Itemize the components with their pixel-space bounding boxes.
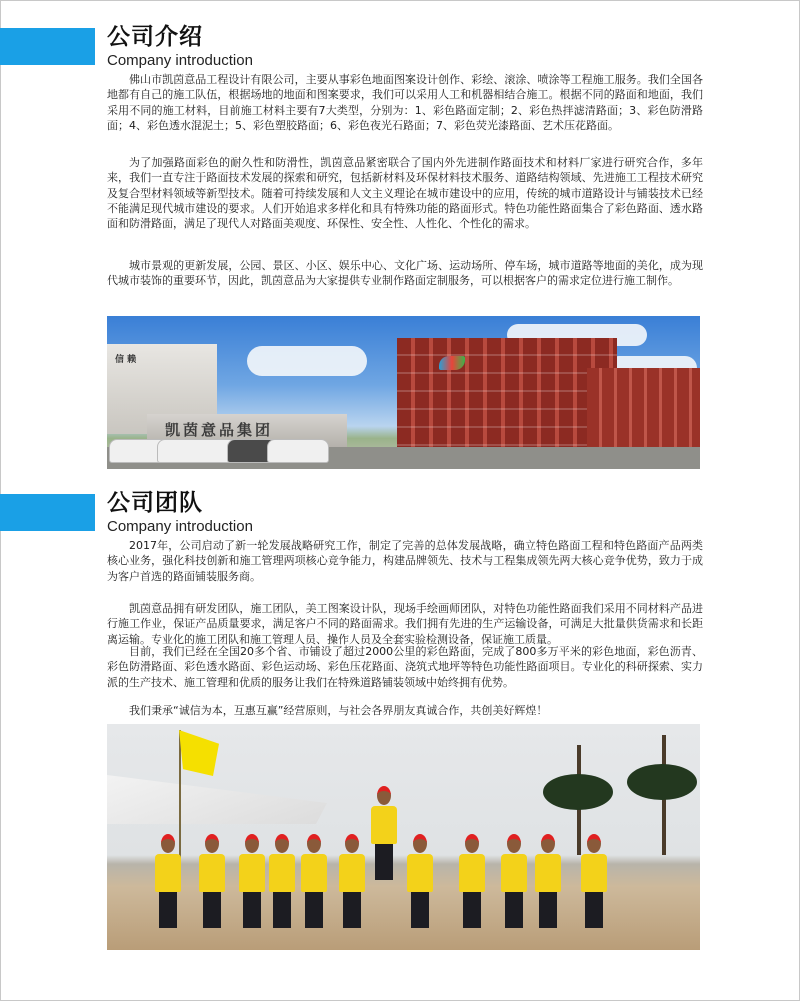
palm-fronds	[543, 774, 613, 810]
section-header-intro	[0, 18, 800, 78]
car	[267, 439, 329, 463]
intro-paragraph-2: 为了加强路面彩色的耐久性和防滑性，凯茵意品紧密联合了国内外先进制作路面技术和材料厂家进行研究合作，多年来，我们一直专注于路面技术发展的探索和研究，包括新材料及环保材料技术服务、道路结构领域、先进施工工程技术研究及复合型材料领域等新型技术。随着可持续发展和人文主义理论在城市建设中的应用，传统的城市道路设计与铺装技术已经不能满足现代城市建设的要求。人们开始追求多样化和具有特殊功能的路面形式。特色功能性路面集合了彩色路面、透水路面和防滑路面，满足了现代人对路面美观度、环保性、安全性、人性化、个性化的需求。	[107, 156, 703, 231]
warehouse-sign: 信 赖	[115, 355, 137, 365]
company-logo-mark	[439, 356, 465, 370]
canopy-tent	[107, 754, 327, 824]
team-paragraph-4: 我们秉承“诚信为本，互惠互赢”经营原则，与社会各界朋友真诚合作，共创美好辉煌！	[129, 704, 548, 717]
team-paragraph-1: 2017年，公司启动了新一轮发展战略研究工作，制定了完善的总体发展战略，确立特色路面工程和特色路面产品两类核心业务，强化科技创新和施工管理两项核心竞争能力，构建品牌领先、技术与工程集成领先两大核心竞争优势，致力于成为客户首选的路面铺装服务商。	[107, 539, 703, 583]
team-member	[301, 834, 327, 928]
team-member	[199, 834, 225, 928]
section-header-team	[0, 484, 800, 544]
section-title: 公司介绍	[107, 24, 203, 50]
company-building-photo	[107, 316, 700, 469]
team-member-jumping	[371, 786, 397, 880]
team-paragraph-2: 凯茵意品拥有研发团队，施工团队，美工图案设计队，现场手绘画师团队，对特色功能性路面我们采用不同材料产品进行施工作业，保证产品质量要求，满足客户不同的路面需求。我们拥有先进的生产运输设备，可满足大批量供货需求和长距离运输。专业化的施工团队和施工管理人员、操作人员及全套实验检测设备，保证施工质量。	[107, 602, 703, 646]
section-subtitle: Company introduction	[107, 52, 253, 69]
section-title: 公司团队	[107, 490, 203, 516]
office-building	[397, 338, 617, 460]
yellow-flag	[179, 730, 219, 776]
team-photo	[107, 724, 700, 950]
team-member	[155, 834, 181, 928]
entrance-wall-text: 凯茵意品集团	[165, 421, 274, 439]
team-member	[239, 834, 265, 928]
team-paragraph-3: 目前，我们已经在全国20多个省、市铺设了超过2000公里的彩色路面，完成了800多万平米的彩色地面，彩色沥青、彩色防滑路面、彩色透水路面、彩色运动场、彩色压花路面、浇筑式地坪等特色功能性路面项目。专业化的科研探索、实力派的生产技术、施工管理和优质的服务让我们在特殊道路铺装领域中始终拥有优势。	[107, 645, 703, 689]
team-member	[535, 834, 561, 928]
palm-fronds	[627, 764, 697, 800]
team-member	[459, 834, 485, 928]
team-member	[269, 834, 295, 928]
team-member	[581, 834, 607, 928]
intro-paragraph-3: 城市景观的更新发展，公园、景区、小区、娱乐中心、文化广场、运动场所、停车场，城市道路等地面的美化，成为现代城市装饰的重要环节，因此，凯茵意品为大家提供专业制作路面定制服务，可以根据客户的需求定位进行施工制作。	[107, 259, 703, 288]
section-subtitle: Company introduction	[107, 518, 253, 535]
team-member	[407, 834, 433, 928]
team-member	[339, 834, 365, 928]
intro-paragraph-1: 佛山市凯茵意品工程设计有限公司，主要从事彩色地面图案设计创作、彩绘、滚涂、喷涂等工程施工服务。我们全国各地都有自己的施工队伍，根据场地的地面和图案要求，我们可以采用人工和机器相结合施工。根据不同的路面和地面，我们采用不同的施工材料，目前施工材料主要有7大类型，分别为：1、彩色路面定制；2、彩色热拌滤清路面；3、彩色防滑路面；4、彩色透水混泥土；5、彩色塑胶路面；6、彩色夜光石路面；7、彩色荧光漆路面、艺术压花路面。	[107, 73, 703, 132]
accent-bar	[0, 494, 95, 531]
accent-bar	[0, 28, 95, 65]
team-member	[501, 834, 527, 928]
